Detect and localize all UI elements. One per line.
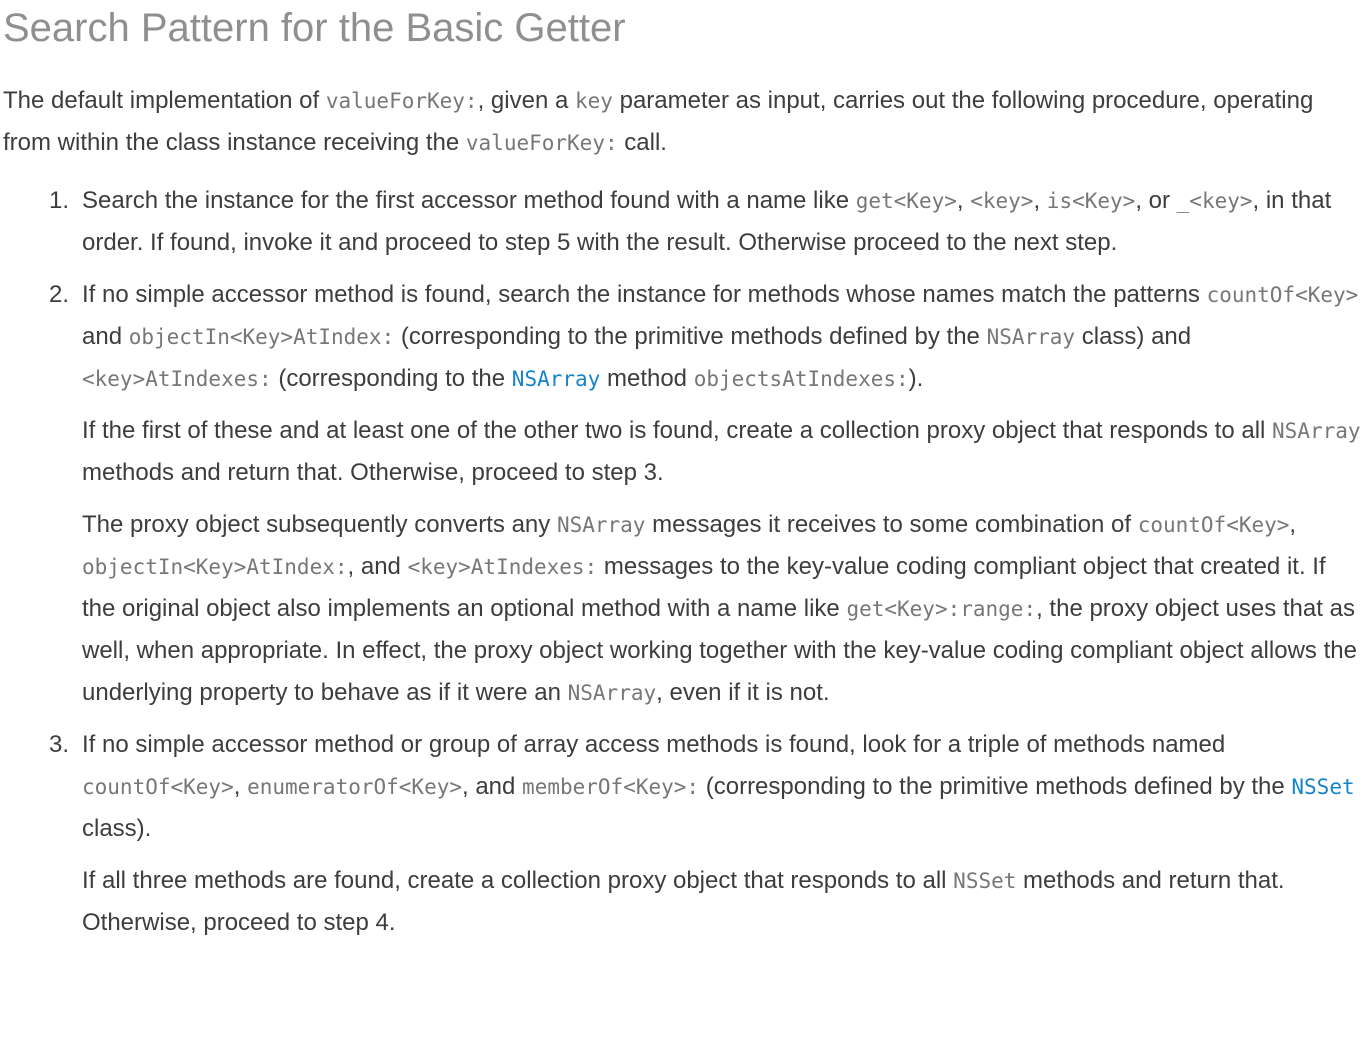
intro-paragraph [3,80,1362,164]
inline-code: enumeratorOf<Key> [247,775,462,799]
step-2-paragraph-2 [82,410,1362,494]
text-run: If no simple accessor method is found, search the instance for methods whose names match the patterns [82,281,1207,308]
text-run: Search the instance for the first accessor method found with a name like [82,187,856,214]
step-3-paragraph-2 [82,860,1362,944]
text-run: method [600,365,694,392]
text-run: If all three methods are found, create a collection proxy object that responds to all [82,867,954,894]
text-run: (corresponding to the [271,365,512,392]
inline-code: NSArray [986,325,1076,349]
inline-code: valueForKey: [325,89,478,113]
list-item-step-2 [49,274,1362,714]
text-run: If the first of these and at least one of the other two is found, create a collection proxy object that responds to all [82,417,1273,444]
inline-code: key [574,89,613,113]
inline-code: objectsAtIndexes: [693,367,909,391]
inline-code: NSArray [1272,419,1361,443]
text-run: , given a [477,87,575,114]
text-run: ). [908,365,924,392]
list-item-step-1 [49,180,1362,264]
text-run: The proxy object subsequently converts any [82,511,557,538]
text-run: messages to the key-value coding compliant object that created it. If the original object also implements an optional method with a name like [82,553,1326,622]
nsarray-link[interactable]: NSArray [511,367,601,391]
inline-code: NSArray [556,513,646,537]
text-run: , or [1135,187,1177,214]
text-run: (corresponding to the primitive methods defined by the [394,323,987,350]
step-1-paragraph [82,180,1362,264]
inline-code: NSArray [567,681,657,705]
inline-code: <key>AtIndexes: [407,555,598,579]
text-run: messages it receives to some combination of [645,511,1138,538]
inline-code: get<Key> [855,189,957,213]
text-run: , even if it is not. [656,679,830,706]
text-run: parameter as input, carries out the following procedure, operating from within the class instance receiving the [3,87,1314,156]
page-title: Search Pattern for the Basic Getter [3,6,626,50]
text-run: methods and return that. Otherwise, proceed to step 4. [82,867,1285,936]
inline-code: countOf<Key> [1206,283,1359,307]
inline-code: objectIn<Key>AtIndex: [128,325,395,349]
inline-code: <key>AtIndexes: [82,367,272,391]
inline-code: countOf<Key> [82,775,234,799]
step-2-paragraph-3 [82,504,1362,714]
text-run: , the proxy object uses that as well, when appropriate. In effect, the proxy object working together with the key-value coding compliant object allows the underlying property to behave as if it were an [82,595,1357,706]
list-item-number: 1. [49,187,70,214]
inline-code: objectIn<Key>AtIndex: [82,555,348,579]
text-run: , and [347,553,408,580]
text-run: class). [82,815,152,842]
text-run: , [1289,511,1297,538]
text-run: If no simple accessor method or group of array access methods is found, look for a triple of methods named [82,731,1226,758]
text-run: (corresponding to the primitive methods defined by the [699,773,1292,800]
list-item-step-3 [49,724,1362,944]
list-item-number: 3. [49,731,70,758]
list-item-number: 2. [49,281,70,308]
text-run: methods and return that. Otherwise, proceed to step 3. [82,459,664,486]
text-run: call. [617,129,667,156]
nsset-link[interactable]: NSSet [1291,775,1355,799]
text-run: class) and [1075,323,1192,350]
text-run: and [82,323,129,350]
inline-code: countOf<Key> [1137,513,1290,537]
text-run: , in that order. If found, invoke it and proceed to step 5 with the result. Otherwise proceed to the next step. [82,187,1332,256]
inline-code: NSSet [953,869,1017,893]
inline-code: get<Key>:range: [846,597,1037,621]
search-steps-list [3,180,1362,944]
text-run: , [956,187,971,214]
text-run: , and [462,773,523,800]
step-3-paragraph-1 [82,724,1362,850]
inline-code: _<key> [1176,189,1253,213]
text-run: , [233,773,248,800]
text-run: , [1033,187,1047,214]
inline-code: is<Key> [1046,189,1136,213]
inline-code: memberOf<Key>: [522,775,700,799]
step-2-paragraph-1 [82,274,1362,400]
inline-code: <key> [970,189,1034,213]
inline-code: valueForKey: [465,131,618,155]
text-run: The default implementation of [3,87,326,114]
